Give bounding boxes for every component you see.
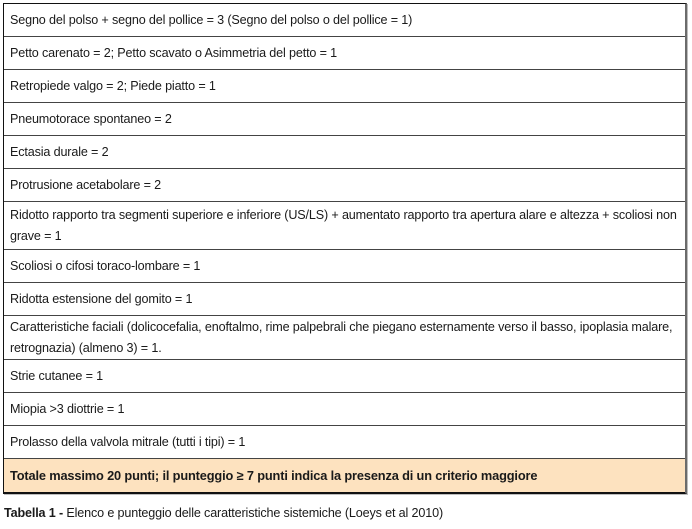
row-text: Scoliosi o cifosi toraco-lombare = 1 [10,258,201,273]
row-text: Petto carenato = 2; Petto scavato o Asimmetria del petto = 1 [10,45,338,60]
table-row [4,169,685,202]
table-row [4,360,685,393]
table-row [4,136,685,169]
row-text: Protrusione acetabolare = 2 [10,177,162,192]
caption-label: Tabella 1 - [4,506,64,520]
table-row [4,283,685,316]
row-text: Ridotta estensione del gomito = 1 [10,291,193,306]
table-row [4,37,685,70]
caption-text: Elenco e punteggio delle caratteristiche sistemiche (Loeys et al 2010) [63,506,443,520]
row-text: Pneumotorace spontaneo = 2 [10,111,172,126]
row-text: Caratteristiche faciali (dolicocefalia, enoftalmo, rime palpebrali che piegano esternamente verso il basso, ipoplasia malare, retrognazia) (almeno 3) = 1. [10,319,673,355]
row-text: Miopia >3 diottrie = 1 [10,401,125,416]
table-row [4,250,685,283]
total-text: Totale massimo 20 punti; il punteggio ≥ 7 punti indica la presenza di un criterio maggiore [10,468,538,483]
total-row [4,459,685,493]
row-text: Ridotto rapporto tra segmenti superiore e inferiore (US/LS) + aumentato rapporto tra apertura alare e altezza + scoliosi non grave = 1 [10,207,677,243]
table-row [4,426,685,459]
row-text: Segno del polso + segno del pollice = 3 (Segno del polso o del pollice = 1) [10,12,413,27]
table-row [4,70,685,103]
table-row [4,4,685,37]
row-text: Retropiede valgo = 2; Piede piatto = 1 [10,78,216,93]
scoring-table [3,3,687,494]
row-text: Strie cutanee = 1 [10,368,104,383]
table-row [4,103,685,136]
table-row [4,316,685,360]
table-row [4,393,685,426]
row-text: Prolasso della valvola mitrale (tutti i tipi) = 1 [10,434,246,449]
row-text: Ectasia durale = 2 [10,144,109,159]
table-caption [4,506,443,520]
table-row [4,202,685,250]
